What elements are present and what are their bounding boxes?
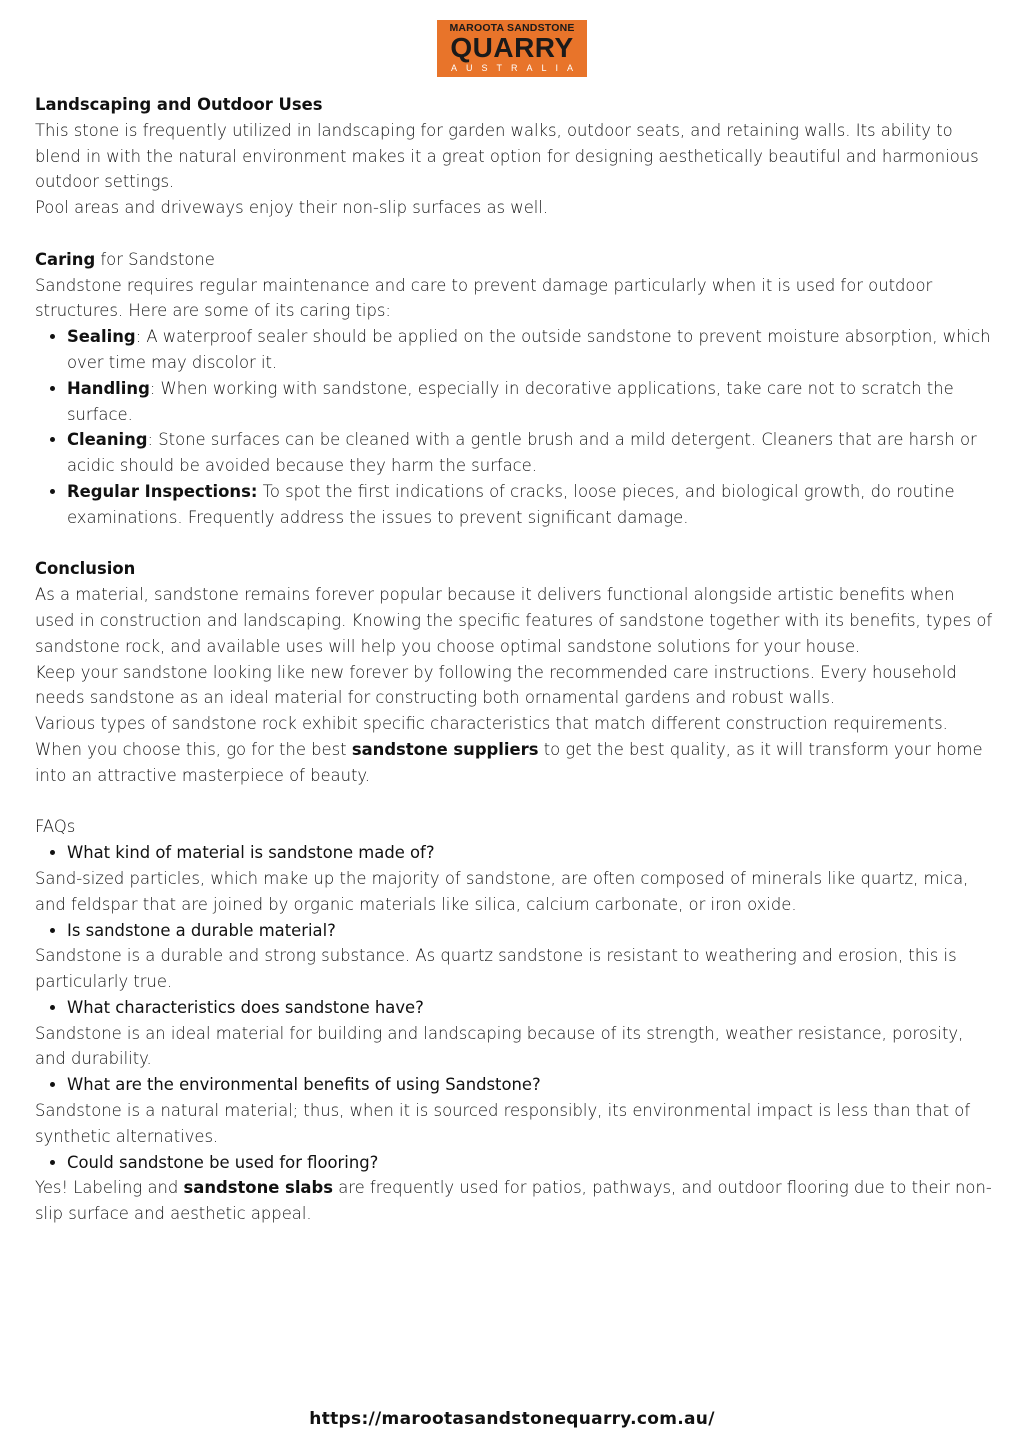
faq-question-3-list bbox=[35, 995, 997, 1021]
logo-line-2: QUARRY bbox=[450, 32, 574, 63]
caring-tip-handling bbox=[67, 376, 997, 428]
conclusion-paragraph-3 bbox=[35, 711, 997, 788]
tip-term: Regular Inspections: bbox=[67, 481, 258, 501]
company-logo bbox=[437, 20, 587, 77]
tip-text: : A waterproof sealer should be applied on the outside sandstone to prevent moisture absorption, which over time may discolor it. bbox=[67, 327, 991, 372]
footer-url-link[interactable]: https://marootasandstonequarry.com.au/ bbox=[309, 1409, 715, 1429]
faq-answer-3: Sandstone is an ideal material for building and landscaping because of its strength, weather resistance, porosity, and durability. bbox=[35, 1023, 964, 1069]
faqs-heading: FAQs bbox=[35, 817, 76, 837]
caring-tip-cleaning bbox=[67, 427, 997, 479]
caring-heading bbox=[35, 247, 997, 273]
tip-term: Cleaning bbox=[67, 430, 148, 450]
conclusion-p3-before: Various types of sandstone rock exhibit specific characteristics that match different construction requirements. When you choose this, go for the best bbox=[35, 714, 948, 759]
faq-answer-4: Sandstone is a natural material; thus, when it is sourced responsibly, its environmental impact is less than that of synthetic alternatives. bbox=[35, 1101, 971, 1146]
conclusion-heading: Conclusion bbox=[35, 559, 136, 579]
faq-answer-1: Sand-sized particles, which make up the majority of sandstone, are often composed of minerals like quartz, mica, and feldspar that are joined by organic materials like silica, calcium carbonate, or iron oxide. bbox=[35, 868, 969, 914]
tip-term: Handling bbox=[67, 378, 150, 398]
faq-answer-5-after: are frequently used for patios, pathways, and outdoor flooring due to their non-slip surface and aesthetic appeal. bbox=[35, 1178, 992, 1224]
spacer bbox=[35, 789, 997, 815]
faq-answer-5 bbox=[35, 1175, 997, 1227]
tip-text: To spot the first indications of cracks, loose pieces, and biological growth, do routine examinations. Frequently address the issues to prevent significant damage. bbox=[67, 481, 955, 527]
landscaping-heading: Landscaping and Outdoor Uses bbox=[35, 95, 323, 114]
caring-heading-bold: Caring bbox=[35, 249, 96, 269]
caring-tips-list bbox=[35, 324, 997, 530]
faq-question-4-list bbox=[35, 1072, 997, 1098]
faq-answer-5-before: Yes! Labeling and bbox=[35, 1178, 184, 1198]
spacer bbox=[35, 221, 997, 247]
sandstone-slabs-link[interactable]: sandstone slabs bbox=[183, 1178, 333, 1198]
caring-tip-sealing bbox=[67, 324, 997, 376]
document-body bbox=[35, 92, 997, 1227]
tip-text: : When working with sandstone, especially in decorative applications, take care not to scratch the surface. bbox=[67, 378, 954, 424]
faq-question-5: • Could sandstone be used for flooring? bbox=[67, 1150, 997, 1176]
landscaping-paragraph-2: Pool areas and driveways enjoy their non-slip surfaces as well. bbox=[35, 198, 549, 218]
faq-question-1: • What kind of material is sandstone made of? bbox=[67, 840, 997, 866]
logo-line-1: MAROOTA SANDSTONE bbox=[449, 22, 575, 34]
faq-question-3: • What characteristics does sandstone have? bbox=[67, 995, 997, 1021]
conclusion-paragraph-2: Keep your sandstone looking like new forever by following the recommended care instructions. Every household needs sandstone as an ideal material for constructing both ornamental gardens and robust walls. bbox=[35, 662, 957, 708]
faq-question-2-list bbox=[35, 918, 997, 944]
tip-text: : Stone surfaces can be cleaned with a gentle brush and a mild detergent. Cleaners that are harsh or acidic should be avoided because they harm the surface. bbox=[67, 430, 977, 476]
conclusion-paragraph-1: As a material, sandstone remains forever popular because it delivers functional alongside artistic benefits when used in construction and landscaping. Knowing the specific features of sandstone together with its benefits, types of sandstone rock, and available uses will help you choose optimal sandstone solutions for your house. bbox=[35, 585, 993, 656]
spacer bbox=[35, 531, 997, 557]
faq-question-5-list bbox=[35, 1150, 997, 1176]
faq-question-2: • Is sandstone a durable material? bbox=[67, 918, 997, 944]
caring-tip-inspections bbox=[67, 479, 997, 531]
landscaping-paragraph-1: This stone is frequently utilized in landscaping for garden walks, outdoor seats, and retaining walls. Its ability to blend in with the natural environment makes it a great option for designing aesthetically beautiful and harmonious outdoor settings. bbox=[35, 120, 979, 192]
faq-question-1-list bbox=[35, 840, 997, 866]
caring-intro: Sandstone requires regular maintenance and care to prevent damage particularly when it is used for outdoor structures. Here are some of its caring tips: bbox=[35, 275, 933, 321]
tip-term: Sealing bbox=[67, 327, 136, 347]
faq-answer-2: Sandstone is a durable and strong substance. As quartz sandstone is resistant to weathering and erosion, this is particularly true. bbox=[35, 946, 957, 992]
logo-line-3: AUSTRALIA bbox=[450, 63, 582, 73]
faq-question-4: • What are the environmental benefits of using Sandstone? bbox=[67, 1072, 997, 1098]
sandstone-suppliers-link[interactable]: sandstone suppliers bbox=[351, 739, 539, 759]
caring-heading-rest: for Sandstone bbox=[95, 249, 215, 269]
conclusion-p3-after: to get the best quality, as it will transform your home into an attractive masterpiece of beauty. bbox=[35, 739, 983, 785]
